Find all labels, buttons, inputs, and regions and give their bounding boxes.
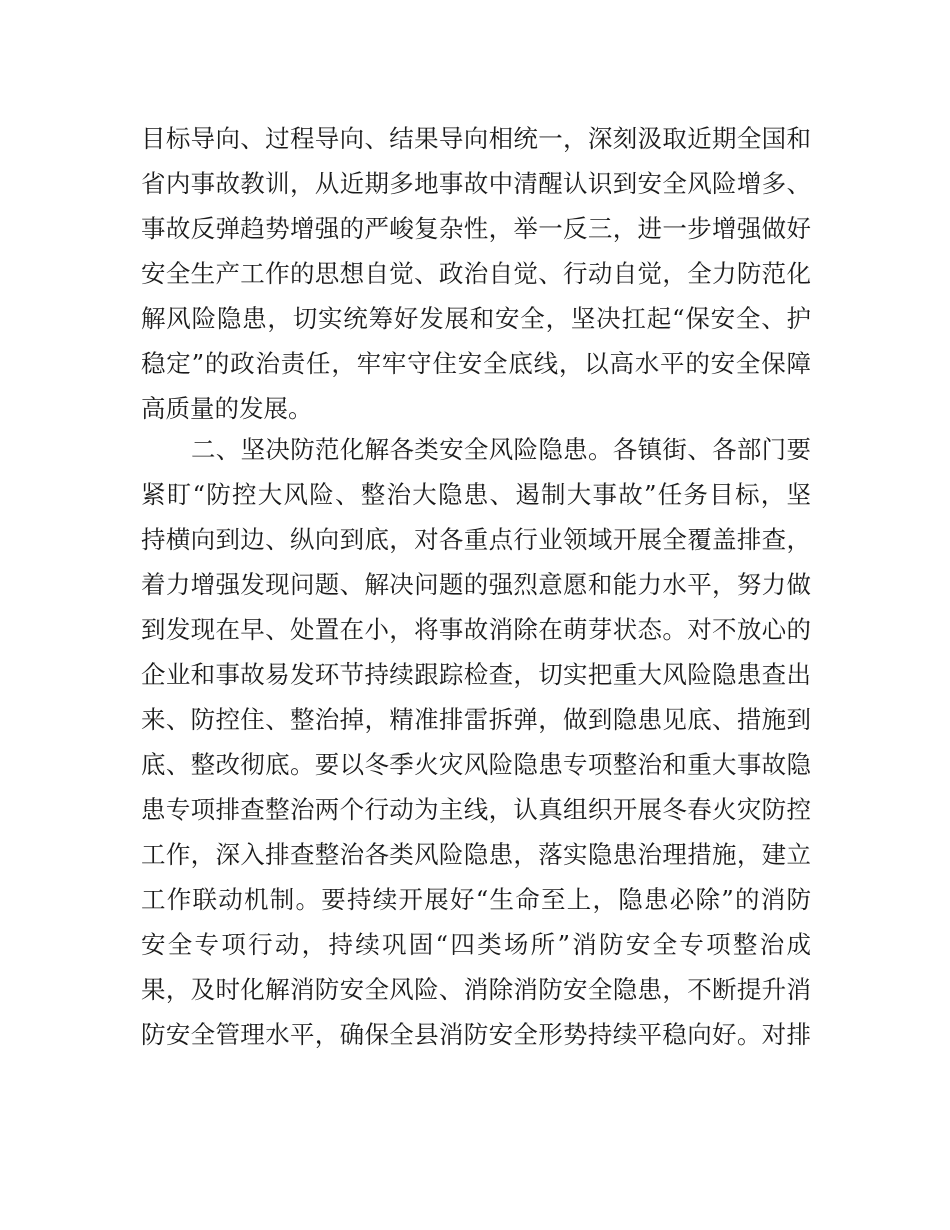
paragraph-line: 来、防控住、整治掉，精准排雷拆弹，做到隐患见底、措施到 [141, 705, 811, 734]
paragraph-line: 果，及时化解消防安全风险、消除消防安全隐患，不断提升消 [141, 975, 811, 1004]
paragraph-line: 稳定”的政治责任，牢牢守住安全底线，以高水平的安全保障 [141, 349, 811, 378]
paragraph-line: 工作联动机制。要持续开展好“生命至上，隐患必除”的消防 [141, 885, 811, 914]
paragraph-line: 企业和事故易发环节持续跟踪检查，切实把重大风险隐患查出 [141, 660, 811, 689]
paragraph-1 [141, 116, 811, 431]
paragraph-2 [141, 427, 811, 1057]
paragraph-line: 工作，深入排查整治各类风险隐患，落实隐患治理措施，建立 [141, 840, 811, 869]
paragraph-line: 高质量的发展。 [141, 394, 313, 423]
paragraph-line: 安全专项行动，持续巩固“四类场所”消防安全专项整治成 [141, 930, 811, 959]
paragraph-line: 持横向到边、纵向到底，对各重点行业领域开展全覆盖排查， [141, 525, 811, 554]
paragraph-line: 紧盯“防控大风险、整治大隐患、遏制大事故”任务目标，坚 [141, 480, 811, 509]
paragraph-line: 目标导向、过程导向、结果导向相统一，深刻汲取近期全国和 [141, 124, 811, 153]
paragraph-line: 到发现在早、处置在小，将事故消除在萌芽状态。对不放心的 [141, 615, 811, 644]
paragraph-line: 安全生产工作的思想自觉、政治自觉、行动自觉，全力防范化 [141, 259, 811, 288]
paragraph-line: 着力增强发现问题、解决问题的强烈意愿和能力水平，努力做 [141, 570, 811, 599]
paragraph-line: 底、整改彻底。要以冬季火灾风险隐患专项整治和重大事故隐 [141, 750, 811, 779]
paragraph-line: 解风险隐患，切实统筹好发展和安全，坚决扛起“保安全、护 [141, 304, 811, 333]
paragraph-line: 患专项排查整治两个行动为主线，认真组织开展冬春火灾防控 [141, 795, 811, 824]
paragraph-line: 二、坚决防范化解各类安全风险隐患。各镇街、各部门要 [191, 435, 811, 464]
paragraph-line: 事故反弹趋势增强的严峻复杂性，举一反三，进一步增强做好 [141, 214, 811, 243]
paragraph-line: 省内事故教训，从近期多地事故中清醒认识到安全风险增多、 [141, 169, 811, 198]
paragraph-line: 防安全管理水平，确保全县消防安全形势持续平稳向好。对排 [141, 1020, 811, 1049]
